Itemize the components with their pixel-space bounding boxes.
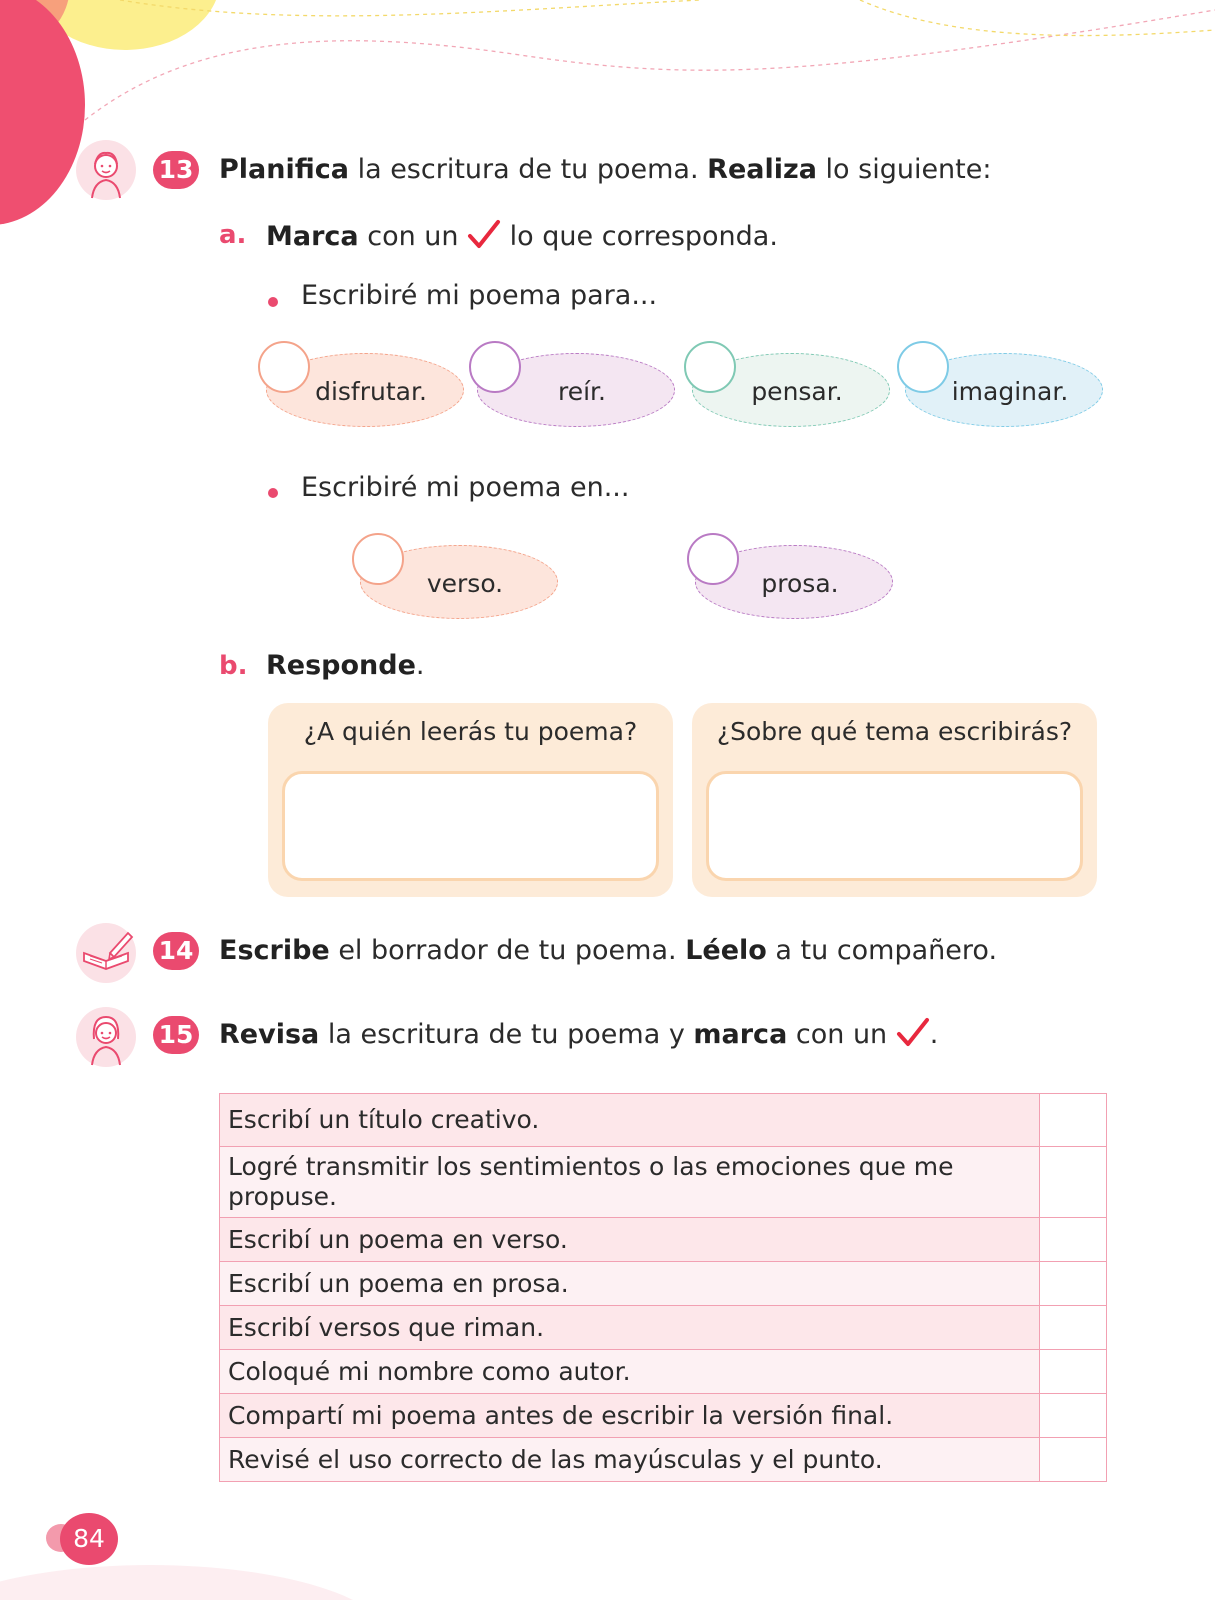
checklist-row [220,1394,1107,1438]
checklist-row [220,1147,1107,1218]
check-mark-icon [896,1017,930,1049]
checklist-row [220,1218,1107,1262]
review-checklist [219,1093,1107,1482]
exercise-number: 13 [153,151,199,189]
option-label: reír. [558,377,606,406]
exercise-number: 14 [153,932,199,970]
checklist-item: Escribí versos que riman. [220,1306,1040,1350]
option-prosa[interactable] [695,545,897,623]
answer-box[interactable] [282,771,659,881]
checklist-row [220,1438,1107,1482]
checklist-check-cell[interactable] [1040,1350,1107,1394]
question-label: ¿A quién leerás tu poema? [303,717,638,746]
option-label: prosa. [761,569,839,598]
checklist-item: Escribí un título creativo. [220,1094,1040,1147]
prompt-purpose: Escribiré mi poema para... [301,280,658,311]
checklist-check-cell[interactable] [1040,1394,1107,1438]
checklist-item: Escribí un poema en verso. [220,1218,1040,1262]
book-pencil-icon [76,923,136,983]
option-imaginar[interactable] [905,353,1107,431]
bottom-pink-wash [0,1565,390,1600]
checklist-check-cell[interactable] [1040,1218,1107,1262]
checklist-row [220,1306,1107,1350]
option-reir[interactable] [477,353,679,431]
option-label: disfrutar. [315,377,427,406]
answer-card-reader [268,703,673,897]
option-verso[interactable] [360,545,562,623]
answer-box[interactable] [706,771,1083,881]
part-a-letter: a. [219,220,247,250]
checklist-check-cell[interactable] [1040,1094,1107,1147]
checklist-item: Coloqué mi nombre como autor. [220,1350,1040,1394]
checklist-check-cell[interactable] [1040,1306,1107,1350]
page-number: 84 [60,1513,118,1565]
checklist-item: Logré transmitir los sentimientos o las emociones que me propuse. [220,1147,1040,1218]
prompt-form: Escribiré mi poema en... [301,472,630,503]
answer-card-topic [692,703,1097,897]
exercise-number: 15 [153,1016,199,1054]
checklist-item: Revisé el uso correcto de las mayúsculas y el punto. [220,1438,1040,1482]
bullet [268,488,278,498]
question-label: ¿Sobre qué tema escribirás? [716,717,1073,746]
bullet [268,297,278,307]
exercise-instruction: Planifica la escritura de tu poema. Realiza lo siguiente: [219,154,992,185]
checklist-check-cell[interactable] [1040,1438,1107,1482]
part-b-letter: b. [219,651,248,681]
exercise-instruction: Revisa la escritura de tu poema y marca con un . [219,1019,939,1050]
girl-avatar-icon [76,1007,136,1067]
boy-avatar-icon [76,140,136,200]
option-disfrutar[interactable] [266,353,468,431]
exercise-instruction: Escribe el borrador de tu poema. Léelo a tu compañero. [219,935,998,966]
checklist-item: Compartí mi poema antes de escribir la versión final. [220,1394,1040,1438]
part-a-instruction: Marca con un lo que corresponda. [266,221,778,252]
option-label: verso. [426,569,504,598]
check-mark-icon [467,219,501,251]
checklist-row [220,1350,1107,1394]
dashed-curve-yellow [120,0,1215,36]
dashed-curve-pink [85,10,1215,120]
checklist-row [220,1262,1107,1306]
checklist-item: Escribí un poema en prosa. [220,1262,1040,1306]
option-pensar[interactable] [692,353,894,431]
checklist-row [220,1094,1107,1147]
part-b-instruction: Responde. [266,650,425,681]
option-label: pensar. [751,377,843,406]
option-label: imaginar. [951,377,1069,406]
checklist-check-cell[interactable] [1040,1147,1107,1218]
checklist-check-cell[interactable] [1040,1262,1107,1306]
